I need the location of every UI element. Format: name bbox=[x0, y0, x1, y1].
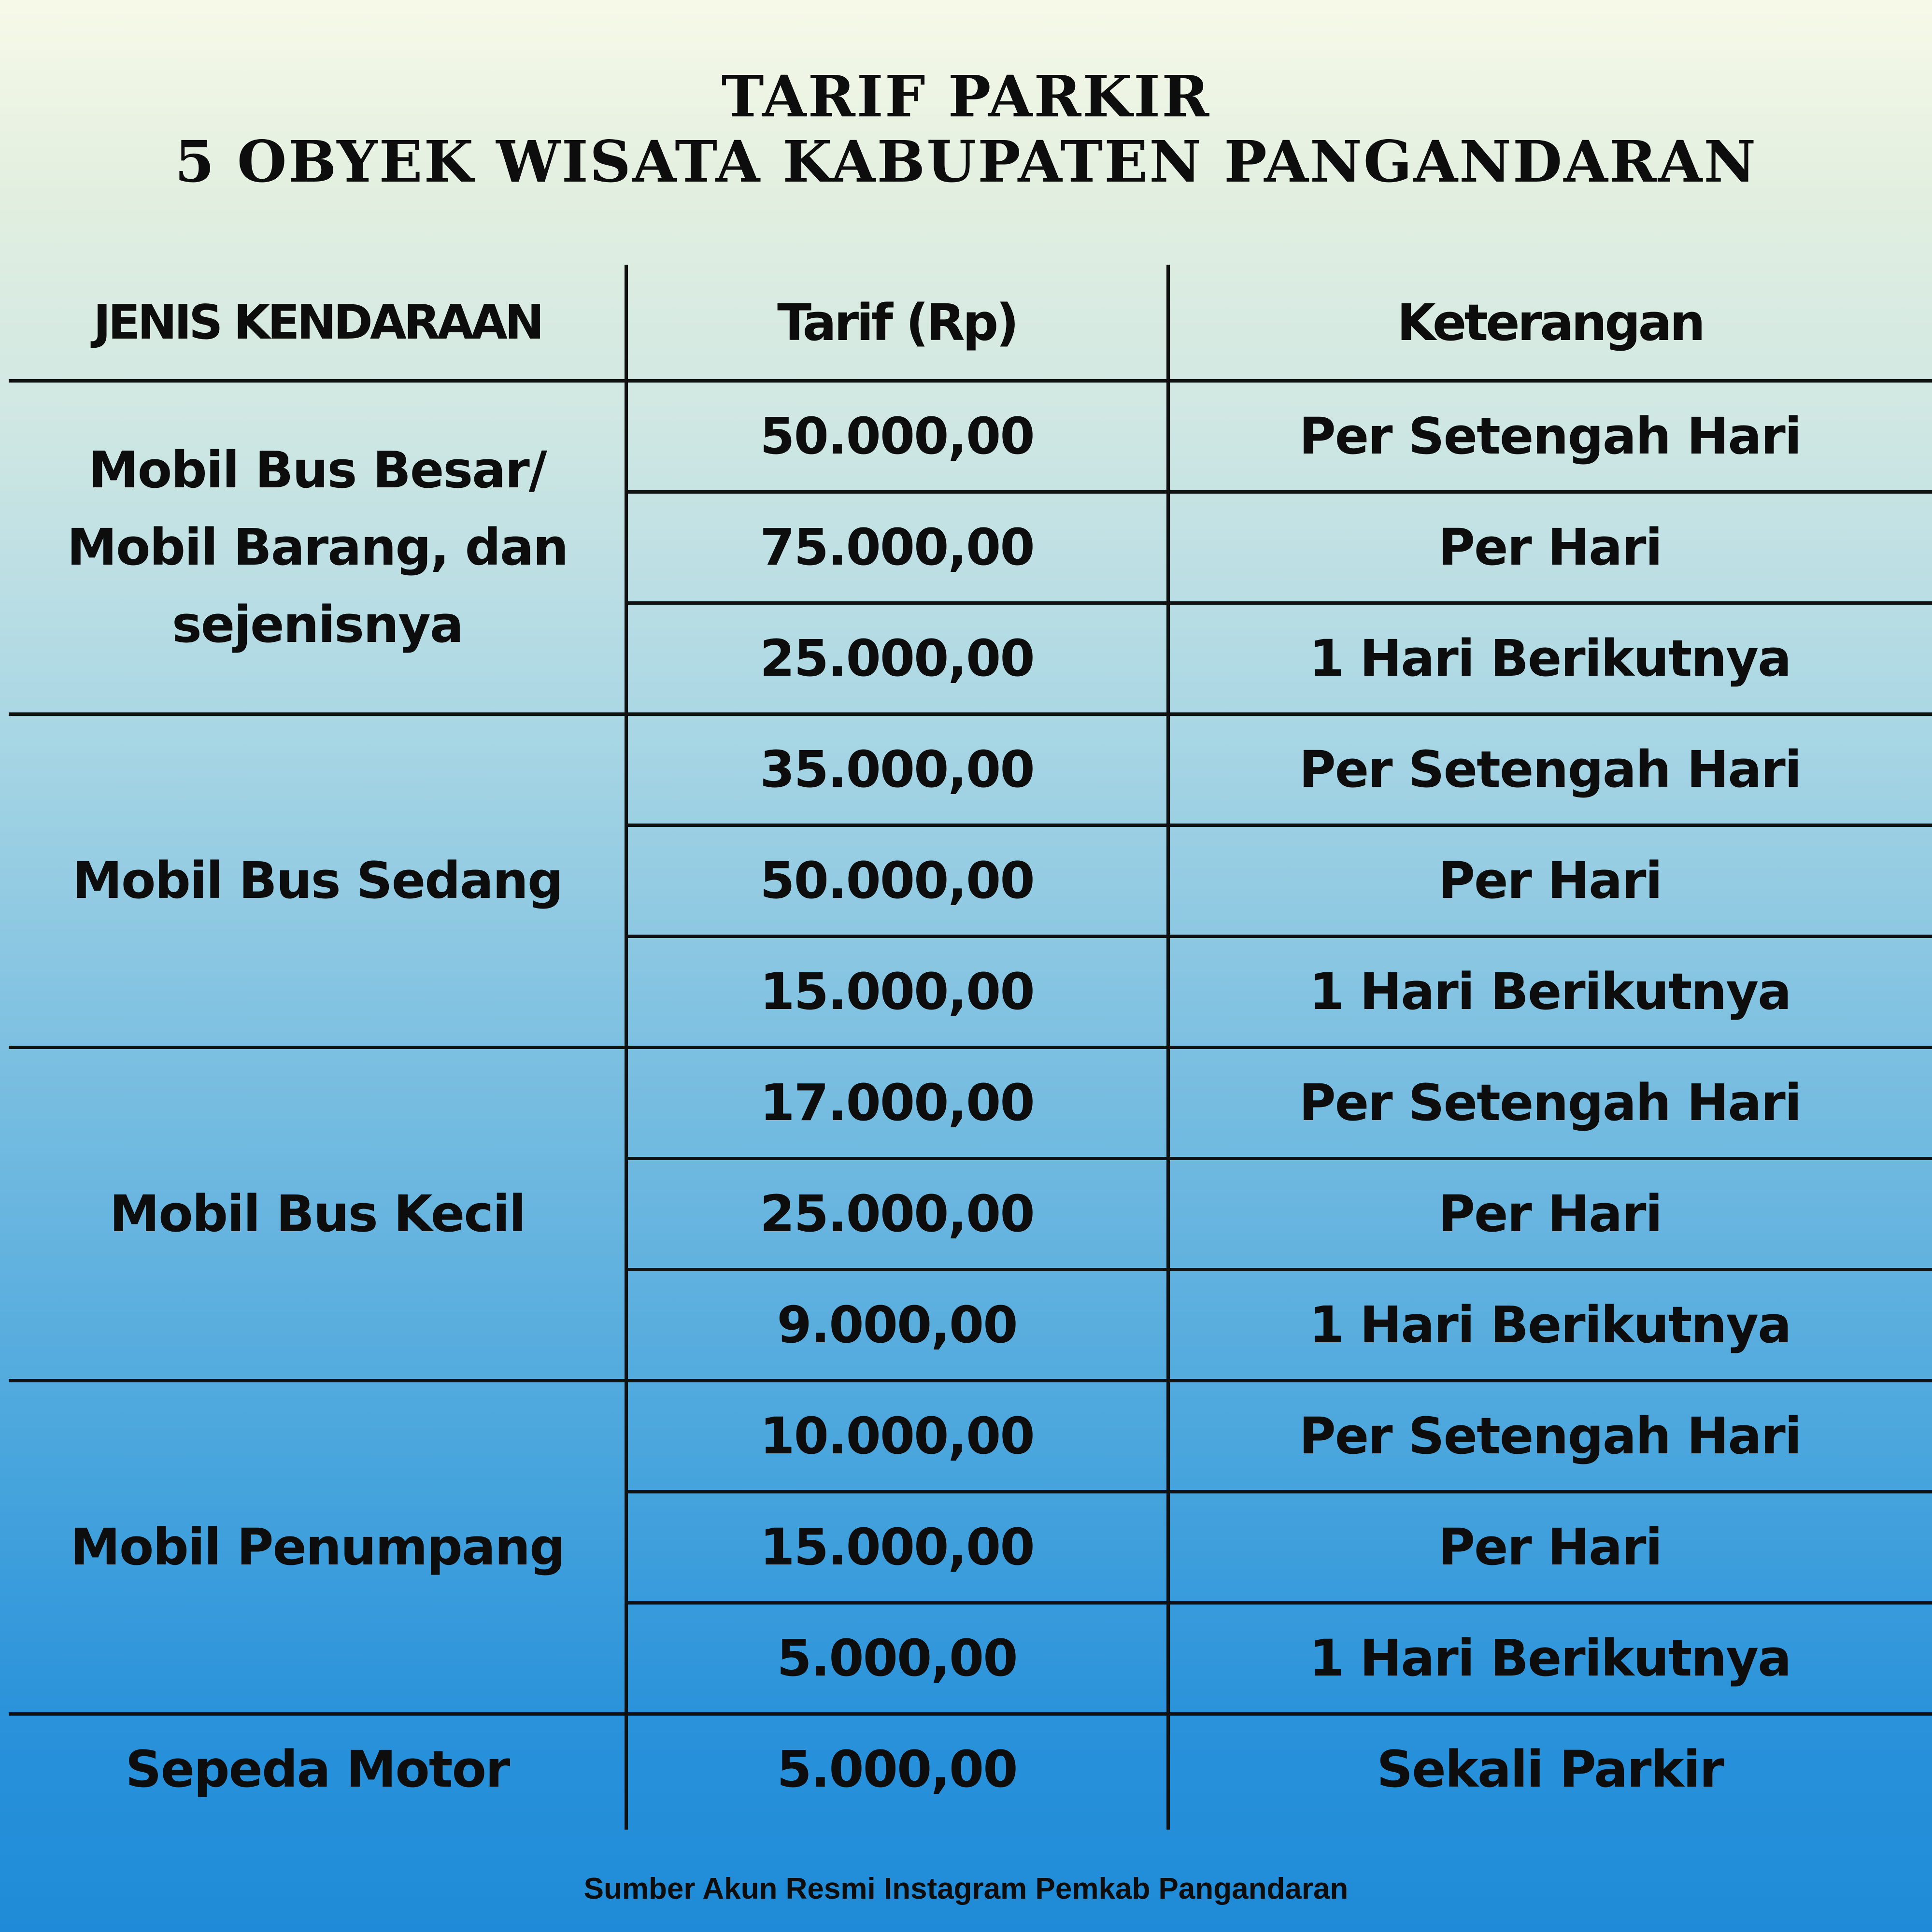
vehicle-type-cell: Mobil Bus Sedang bbox=[72, 851, 563, 910]
tariff-note: Per Hari bbox=[1438, 851, 1662, 910]
tariff-value: 5.000,00 bbox=[777, 1740, 1017, 1799]
tariff-value: 35.000,00 bbox=[760, 740, 1034, 799]
header-keterangan: Keterangan bbox=[1397, 293, 1703, 352]
tariff-note: Per Hari bbox=[1438, 518, 1662, 577]
header-jenis-kendaraan: JENIS KENDARAAN bbox=[93, 295, 541, 350]
tariff-value: 15.000,00 bbox=[760, 962, 1034, 1021]
tariff-value: 17.000,00 bbox=[760, 1073, 1034, 1132]
tariff-note: Sekali Parkir bbox=[1377, 1740, 1723, 1799]
tariff-value: 5.000,00 bbox=[777, 1629, 1017, 1688]
tariff-value: 15.000,00 bbox=[760, 1518, 1034, 1577]
column-divider bbox=[1166, 265, 1170, 1830]
title-line-1: TARIF PARKIR bbox=[721, 63, 1211, 130]
vehicle-type-cell: Mobil Bus Besar/ Mobil Barang, dan sejenisnya bbox=[67, 440, 568, 654]
vehicle-type-cell: Sepeda Motor bbox=[125, 1740, 510, 1799]
vehicle-type-cell: Mobil Bus Kecil bbox=[109, 1184, 526, 1243]
tariff-value: 25.000,00 bbox=[760, 629, 1034, 688]
tariff-value: 75.000,00 bbox=[760, 518, 1034, 577]
tariff-note: 1 Hari Berikutnya bbox=[1309, 1295, 1791, 1354]
tariff-note: 1 Hari Berikutnya bbox=[1309, 629, 1791, 688]
header-tarif: Tarif (Rp) bbox=[777, 293, 1017, 352]
tariff-value: 25.000,00 bbox=[760, 1184, 1034, 1243]
tariff-note: Per Setengah Hari bbox=[1299, 740, 1801, 799]
tariff-note: Per Hari bbox=[1438, 1518, 1662, 1577]
tariff-note: Per Setengah Hari bbox=[1299, 407, 1801, 466]
column-divider bbox=[625, 265, 628, 1830]
tariff-note: Per Setengah Hari bbox=[1299, 1406, 1801, 1465]
tariff-value: 9.000,00 bbox=[777, 1295, 1017, 1354]
title-line-2: 5 OBYEK WISATA KABUPATEN PANGANDARAN bbox=[174, 128, 1758, 195]
tariff-value: 50.000,00 bbox=[760, 851, 1034, 910]
tariff-note: 1 Hari Berikutnya bbox=[1309, 962, 1791, 1021]
vehicle-type-cell: Mobil Penumpang bbox=[70, 1518, 565, 1577]
tariff-value: 10.000,00 bbox=[760, 1406, 1034, 1465]
source-credit: Sumber Akun Resmi Instagram Pemkab Pangandaran bbox=[583, 1872, 1349, 1905]
tariff-note: Per Setengah Hari bbox=[1299, 1073, 1801, 1132]
tariff-value: 50.000,00 bbox=[760, 407, 1034, 466]
tariff-note: 1 Hari Berikutnya bbox=[1309, 1629, 1791, 1688]
tariff-note: Per Hari bbox=[1438, 1184, 1662, 1243]
